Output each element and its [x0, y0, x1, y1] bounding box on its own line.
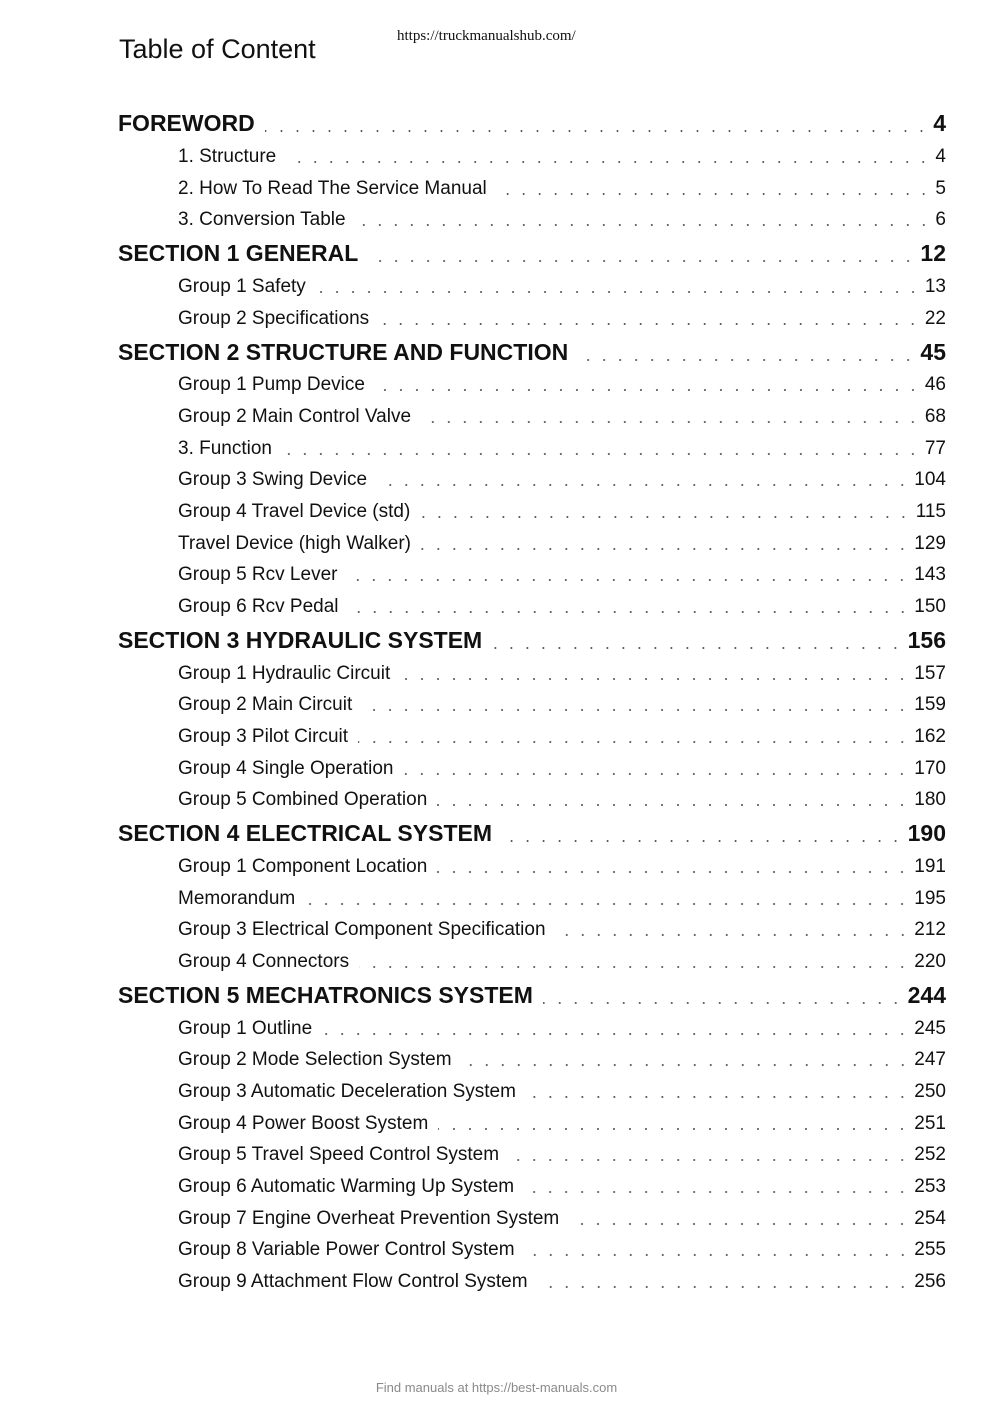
toc-entry-label: SECTION 3 HYDRAULIC SYSTEM: [118, 627, 483, 653]
dot-leader: [282, 453, 921, 455]
toc-item-row[interactable]: [178, 1271, 946, 1293]
toc-entry-label: Group 3 Swing Device: [178, 469, 368, 490]
toc-entry-page-number: 12: [920, 240, 946, 266]
toc-item-row[interactable]: [178, 663, 946, 685]
toc-entry-page-number: 45: [920, 339, 946, 365]
toc-entry-label: SECTION 2 STRUCTURE AND FUNCTION: [118, 339, 569, 365]
dot-leader: [358, 741, 910, 743]
toc-entry-page-number: 156: [907, 627, 946, 653]
toc-entry-page-number: 244: [907, 982, 946, 1008]
dot-leader: [316, 291, 921, 293]
toc-entry-label: Group 4 Single Operation: [178, 758, 394, 779]
toc-entry-label: Group 2 Main Circuit: [178, 694, 353, 715]
toc-entry-label: SECTION 5 MECHATRONICS SYSTEM: [118, 982, 533, 1008]
toc-entry-page-number: 157: [914, 663, 946, 684]
toc-entry-page-number: 143: [914, 564, 946, 585]
dot-leader: [400, 678, 910, 680]
toc-entry-page-number: 4: [933, 110, 946, 136]
toc-entry-label: 3. Conversion Table: [178, 209, 346, 230]
toc-item-row[interactable]: [178, 146, 946, 168]
dot-leader: [349, 611, 911, 613]
toc-entry-label: 3. Function: [178, 438, 272, 459]
toc-item-row[interactable]: [178, 1176, 946, 1198]
toc-entry-page-number: 250: [914, 1081, 946, 1102]
dot-leader: [403, 773, 910, 775]
toc-entry-page-number: 190: [907, 820, 946, 846]
dot-leader: [509, 1159, 910, 1161]
toc-entry-label: Group 1 Pump Device: [178, 374, 365, 395]
toc-entry-label: FOREWORD: [118, 110, 255, 136]
dot-leader: [359, 966, 910, 968]
toc-item-row[interactable]: [178, 276, 946, 298]
toc-entry-page-number: 251: [914, 1113, 946, 1134]
toc-entry-page-number: 180: [914, 789, 946, 810]
dot-leader: [538, 1286, 911, 1288]
toc-entry-label: Group 6 Rcv Pedal: [178, 596, 339, 617]
toc-entry-label: Group 6 Automatic Warming Up System: [178, 1176, 515, 1197]
toc-section-row[interactable]: [118, 982, 946, 1009]
dot-leader: [502, 840, 904, 842]
toc-entry-page-number: 252: [914, 1144, 946, 1165]
page-title: Table of Content: [119, 34, 316, 64]
toc-entry-page-number: 212: [914, 919, 946, 940]
toc-entry-page-number: 13: [924, 276, 946, 297]
toc-item-row[interactable]: [178, 888, 946, 910]
header-url[interactable]: https://truckmanualshub.com/: [397, 28, 576, 44]
toc-item-row[interactable]: [178, 178, 946, 200]
toc-item-row[interactable]: [178, 1113, 946, 1135]
toc-entry-label: Group 8 Variable Power Control System: [178, 1239, 515, 1260]
toc-entry-page-number: 170: [914, 758, 946, 779]
toc-entry-page-number: 253: [914, 1176, 946, 1197]
toc-entry-page-number: 245: [914, 1018, 946, 1039]
dot-leader: [556, 934, 911, 936]
dot-leader: [437, 871, 910, 873]
toc-entry-label: 2. How To Read The Service Manual: [178, 178, 487, 199]
dot-leader: [437, 804, 910, 806]
toc-entry-page-number: 129: [914, 533, 946, 554]
dot-leader: [492, 647, 903, 649]
dot-leader: [497, 193, 932, 195]
toc-entry-label: Group 1 Hydraulic Circuit: [178, 663, 391, 684]
dot-leader: [421, 548, 910, 550]
dot-leader: [347, 579, 910, 581]
toc-entry-page-number: 77: [924, 438, 946, 459]
toc-entry-label: Group 2 Mode Selection System: [178, 1049, 452, 1070]
toc-entry-label: SECTION 1 GENERAL: [118, 240, 359, 266]
toc-entry-page-number: 22: [924, 308, 946, 329]
toc-entry-page-number: 195: [914, 888, 946, 909]
toc-entry-page-number: 256: [914, 1271, 946, 1292]
toc-entry-page-number: 115: [915, 501, 946, 522]
toc-entry-page-number: 159: [914, 694, 946, 715]
toc-entry-page-number: 220: [914, 951, 946, 972]
toc-item-row[interactable]: [178, 1208, 946, 1230]
toc-entry-label: Group 1 Outline: [178, 1018, 313, 1039]
toc-item-row[interactable]: [178, 951, 946, 973]
toc-entry-label: Group 7 Engine Overheat Prevention System: [178, 1208, 560, 1229]
toc-item-row[interactable]: [178, 1081, 946, 1103]
toc-item-row[interactable]: [178, 469, 946, 491]
toc-entry-label: Group 5 Travel Speed Control System: [178, 1144, 500, 1165]
dot-leader: [525, 1254, 911, 1256]
toc-item-row[interactable]: [178, 758, 946, 780]
toc-section-row[interactable]: [118, 240, 946, 267]
toc-entry-page-number: 254: [914, 1208, 946, 1229]
toc-entry-label: Group 4 Travel Device (std): [178, 501, 411, 522]
toc-item-row[interactable]: [178, 308, 946, 330]
toc-entry-label: Group 3 Pilot Circuit: [178, 726, 349, 747]
toc-item-row[interactable]: [178, 1239, 946, 1261]
toc-entry-label: Group 1 Safety: [178, 276, 306, 297]
toc-entry-label: Group 5 Rcv Lever: [178, 564, 338, 585]
toc-entry-label: SECTION 4 ELECTRICAL SYSTEM: [118, 820, 493, 846]
toc-section-row[interactable]: [118, 110, 946, 137]
toc-entry-label: Group 5 Combined Operation: [178, 789, 428, 810]
toc-entry-page-number: 4: [935, 146, 946, 167]
toc-item-row[interactable]: [178, 856, 946, 878]
toc-item-row[interactable]: [178, 501, 946, 523]
toc-item-row[interactable]: [178, 564, 946, 586]
toc-entry-page-number: 5: [935, 178, 946, 199]
dot-leader: [543, 1002, 904, 1004]
toc-entry-label: Travel Device (high Walker): [178, 533, 411, 554]
toc-entry-page-number: 150: [914, 596, 946, 617]
toc-item-row[interactable]: [178, 919, 946, 941]
dot-leader: [322, 1033, 910, 1035]
dot-leader: [420, 516, 911, 518]
toc-item-row[interactable]: [178, 1018, 946, 1040]
toc-entry-page-number: 46: [924, 374, 946, 395]
footer-note[interactable]: Find manuals at https://best-manuals.com: [375, 1380, 618, 1395]
toc-item-row[interactable]: [178, 374, 946, 396]
toc-entry-page-number: 191: [914, 856, 946, 877]
dot-leader: [569, 1223, 910, 1225]
dot-leader: [375, 389, 921, 391]
toc-item-row[interactable]: [178, 789, 946, 811]
toc-entry-page-number: 255: [914, 1239, 946, 1260]
dot-leader: [377, 484, 910, 486]
dot-leader: [438, 1128, 910, 1130]
toc-entry-label: Group 1 Component Location: [178, 856, 428, 877]
toc-entry-page-number: 247: [914, 1049, 946, 1070]
toc-entry-label: 1. Structure: [178, 146, 277, 167]
toc-entry-page-number: 162: [914, 726, 946, 747]
dot-leader: [368, 260, 916, 262]
toc-entry-label: Group 2 Main Control Valve: [178, 406, 412, 427]
toc-entry-label: Group 4 Connectors: [178, 951, 350, 972]
toc-item-row[interactable]: [178, 209, 946, 231]
toc-entry-label: Group 4 Power Boost System: [178, 1113, 429, 1134]
toc-entry-page-number: 6: [935, 209, 946, 230]
toc-item-row[interactable]: [178, 596, 946, 618]
toc-entry-label: Memorandum: [178, 888, 296, 909]
toc-entry-label: Group 3 Electrical Component Specification: [178, 919, 546, 940]
toc-section-row[interactable]: [118, 627, 946, 654]
dot-leader: [421, 421, 921, 423]
toc-section-row[interactable]: [118, 339, 946, 366]
toc-section-row[interactable]: [118, 820, 946, 847]
dot-leader: [524, 1191, 910, 1193]
dot-leader: [462, 1064, 911, 1066]
dot-leader: [379, 323, 921, 325]
dot-leader: [356, 224, 932, 226]
dot-leader: [265, 130, 929, 132]
dot-leader: [526, 1096, 910, 1098]
toc-item-row[interactable]: [178, 726, 946, 748]
toc-entry-label: Group 2 Specifications: [178, 308, 370, 329]
toc-entry-label: Group 3 Automatic Deceleration System: [178, 1081, 516, 1102]
toc-entry-label: Group 9 Attachment Flow Control System: [178, 1271, 528, 1292]
toc-item-row[interactable]: [178, 694, 946, 716]
dot-leader: [286, 161, 931, 163]
toc-entry-page-number: 104: [914, 469, 946, 490]
toc-item-row[interactable]: [178, 438, 946, 460]
toc-item-row[interactable]: [178, 1144, 946, 1166]
toc-item-row[interactable]: [178, 1049, 946, 1071]
toc-item-row[interactable]: [178, 533, 946, 555]
dot-leader: [578, 359, 916, 361]
toc-item-row[interactable]: [178, 406, 946, 428]
dot-leader: [362, 709, 910, 711]
toc-entry-page-number: 68: [924, 406, 946, 427]
dot-leader: [305, 903, 910, 905]
